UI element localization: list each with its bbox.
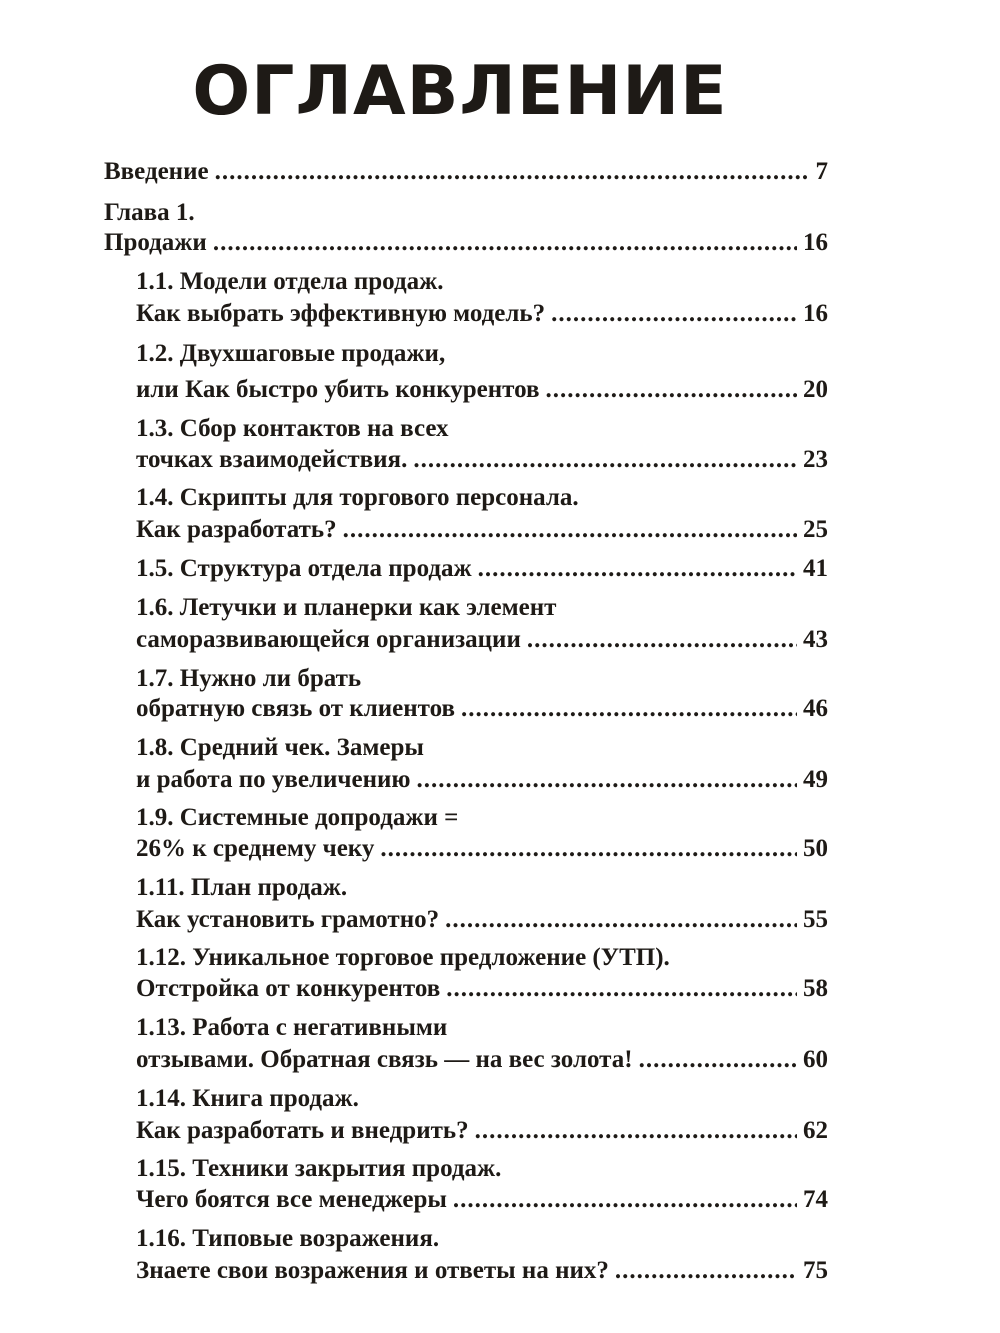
- toc-entry-first-line: [136, 943, 828, 973]
- toc-entry-title: 1.2. Двухшаговые продажи,: [136, 340, 446, 367]
- toc-entry-title: 1.7. Нужно ли брать: [136, 665, 362, 692]
- dot-leader: [461, 694, 797, 724]
- toc-entry-first-line: [136, 1224, 828, 1254]
- toc-entry-first-line: [136, 414, 828, 444]
- toc-entry-title: 1.3. Сбор контактов на всех: [136, 415, 449, 442]
- dot-leader: [343, 515, 797, 545]
- toc-page-number: 7: [815, 158, 828, 185]
- toc-page-number: 55: [803, 906, 828, 933]
- dot-leader: [545, 375, 797, 405]
- toc-page-number: 49: [803, 766, 828, 793]
- toc-entry-title: Продажи: [104, 229, 207, 256]
- toc-page-number: 16: [803, 300, 828, 327]
- toc-entry-1-11[interactable]: [136, 905, 828, 935]
- toc-page-number: 20: [803, 376, 828, 403]
- table-of-contents: [104, 0, 828, 1333]
- toc-page-number: 60: [803, 1046, 828, 1073]
- toc-entry-title: Как установить грамотно?: [136, 906, 440, 933]
- toc-entry-1-5[interactable]: [136, 554, 828, 584]
- toc-entry-first-line: [136, 1084, 828, 1114]
- toc-entry-title: Чего боятся все менеджеры: [136, 1186, 447, 1213]
- toc-entry-chapter-1[interactable]: [104, 228, 828, 258]
- toc-entry-1-9[interactable]: [136, 834, 828, 864]
- page-title: ОГЛАВЛЕНИЕ: [192, 52, 728, 131]
- toc-entry-1-15[interactable]: [136, 1185, 828, 1215]
- toc-entry-title: 1.4. Скрипты для торгового персонала.: [136, 484, 579, 511]
- toc-entry-title: Как выбрать эффективную модель?: [136, 300, 546, 327]
- dot-leader: [551, 299, 797, 329]
- toc-entry-title: или Как быстро убить конкурентов: [136, 376, 540, 403]
- dot-leader: [380, 834, 797, 864]
- toc-entry-title: 1.1. Модели отдела продаж.: [136, 268, 444, 295]
- toc-entry-1-1[interactable]: [136, 299, 828, 329]
- toc-page-number: 46: [803, 695, 828, 722]
- dot-leader: [446, 974, 797, 1004]
- toc-page-number: 58: [803, 975, 828, 1002]
- toc-entry-1-7[interactable]: [136, 694, 828, 724]
- toc-entry-first-line: [136, 803, 828, 833]
- dot-leader: [213, 228, 797, 258]
- toc-entry-first-line: [136, 664, 828, 694]
- toc-page-number: 25: [803, 516, 828, 543]
- dot-leader: [215, 157, 810, 187]
- toc-entry-title: Отстройка от конкурентов: [136, 975, 441, 1002]
- toc-page-number: 75: [803, 1257, 828, 1284]
- toc-page-number: 43: [803, 626, 828, 653]
- toc-entry-title: 1.9. Системные допродажи =: [136, 804, 459, 831]
- toc-entry-title: отзывами. Обратная связь — на вес золота!: [136, 1046, 633, 1073]
- toc-page-number: 50: [803, 835, 828, 862]
- toc-entry-1-4[interactable]: [136, 515, 828, 545]
- toc-entry-title: саморазвивающейся организации: [136, 626, 521, 653]
- dot-leader: [413, 445, 797, 475]
- toc-entry-first-line: [136, 593, 828, 623]
- toc-entry-1-14[interactable]: [136, 1116, 828, 1146]
- dot-leader: [615, 1256, 797, 1286]
- toc-page-number: 23: [803, 446, 828, 473]
- toc-entry-intro[interactable]: [104, 157, 828, 187]
- toc-entry-title: 1.12. Уникальное торговое предложение (УТП).: [136, 944, 670, 971]
- toc-entry-title: 1.16. Типовые возражения.: [136, 1225, 440, 1252]
- toc-page-number: 16: [803, 229, 828, 256]
- toc-entry-first-line: [136, 339, 828, 369]
- toc-entry-title: Введение: [104, 158, 209, 185]
- dot-leader: [527, 625, 797, 655]
- toc-page-number: 74: [803, 1186, 828, 1213]
- toc-entry-title: 1.15. Техники закрытия продаж.: [136, 1155, 502, 1182]
- toc-page-number: 41: [803, 555, 828, 582]
- toc-entry-1-3[interactable]: [136, 445, 828, 475]
- toc-entry-title: 1.11. План продаж.: [136, 874, 348, 901]
- toc-entry-title: и работа по увеличению: [136, 766, 411, 793]
- toc-chapter-heading: [104, 198, 828, 228]
- toc-entry-title: Как разработать и внедрить?: [136, 1117, 469, 1144]
- toc-entry-title: 1.6. Летучки и планерки как элемент: [136, 594, 557, 621]
- toc-entry-title: 1.8. Средний чек. Замеры: [136, 734, 424, 761]
- dot-leader: [478, 554, 797, 584]
- toc-entry-1-16[interactable]: [136, 1256, 828, 1286]
- toc-entry-first-line: [136, 267, 828, 297]
- toc-entry-title: 1.14. Книга продаж.: [136, 1085, 359, 1112]
- toc-entry-title: Глава 1.: [104, 199, 195, 226]
- dot-leader: [417, 765, 797, 795]
- toc-entry-title: точках взаимодействия.: [136, 446, 408, 473]
- toc-page-number: 62: [803, 1117, 828, 1144]
- toc-entry-title: 1.13. Работа с негативными: [136, 1014, 448, 1041]
- toc-entry-title: Как разработать?: [136, 516, 337, 543]
- toc-entry-1-2[interactable]: [136, 375, 828, 405]
- toc-entry-title: 26% к среднему чеку: [136, 835, 375, 862]
- toc-entry-first-line: [136, 1013, 828, 1043]
- toc-entry-title: Знаете свои возражения и ответы на них?: [136, 1257, 609, 1284]
- toc-entry-1-6[interactable]: [136, 625, 828, 655]
- toc-entry-1-13[interactable]: [136, 1045, 828, 1075]
- toc-entry-first-line: [136, 873, 828, 903]
- toc-entry-1-8[interactable]: [136, 765, 828, 795]
- toc-entry-title: 1.5. Структура отдела продаж: [136, 555, 472, 582]
- dot-leader: [445, 905, 797, 935]
- dot-leader: [639, 1045, 797, 1075]
- toc-entry-1-12[interactable]: [136, 974, 828, 1004]
- toc-entry-first-line: [136, 1154, 828, 1184]
- dot-leader: [475, 1116, 797, 1146]
- toc-entry-title: обратную связь от клиентов: [136, 695, 455, 722]
- dot-leader: [453, 1185, 797, 1215]
- toc-entry-first-line: [136, 483, 828, 513]
- toc-entry-first-line: [136, 733, 828, 763]
